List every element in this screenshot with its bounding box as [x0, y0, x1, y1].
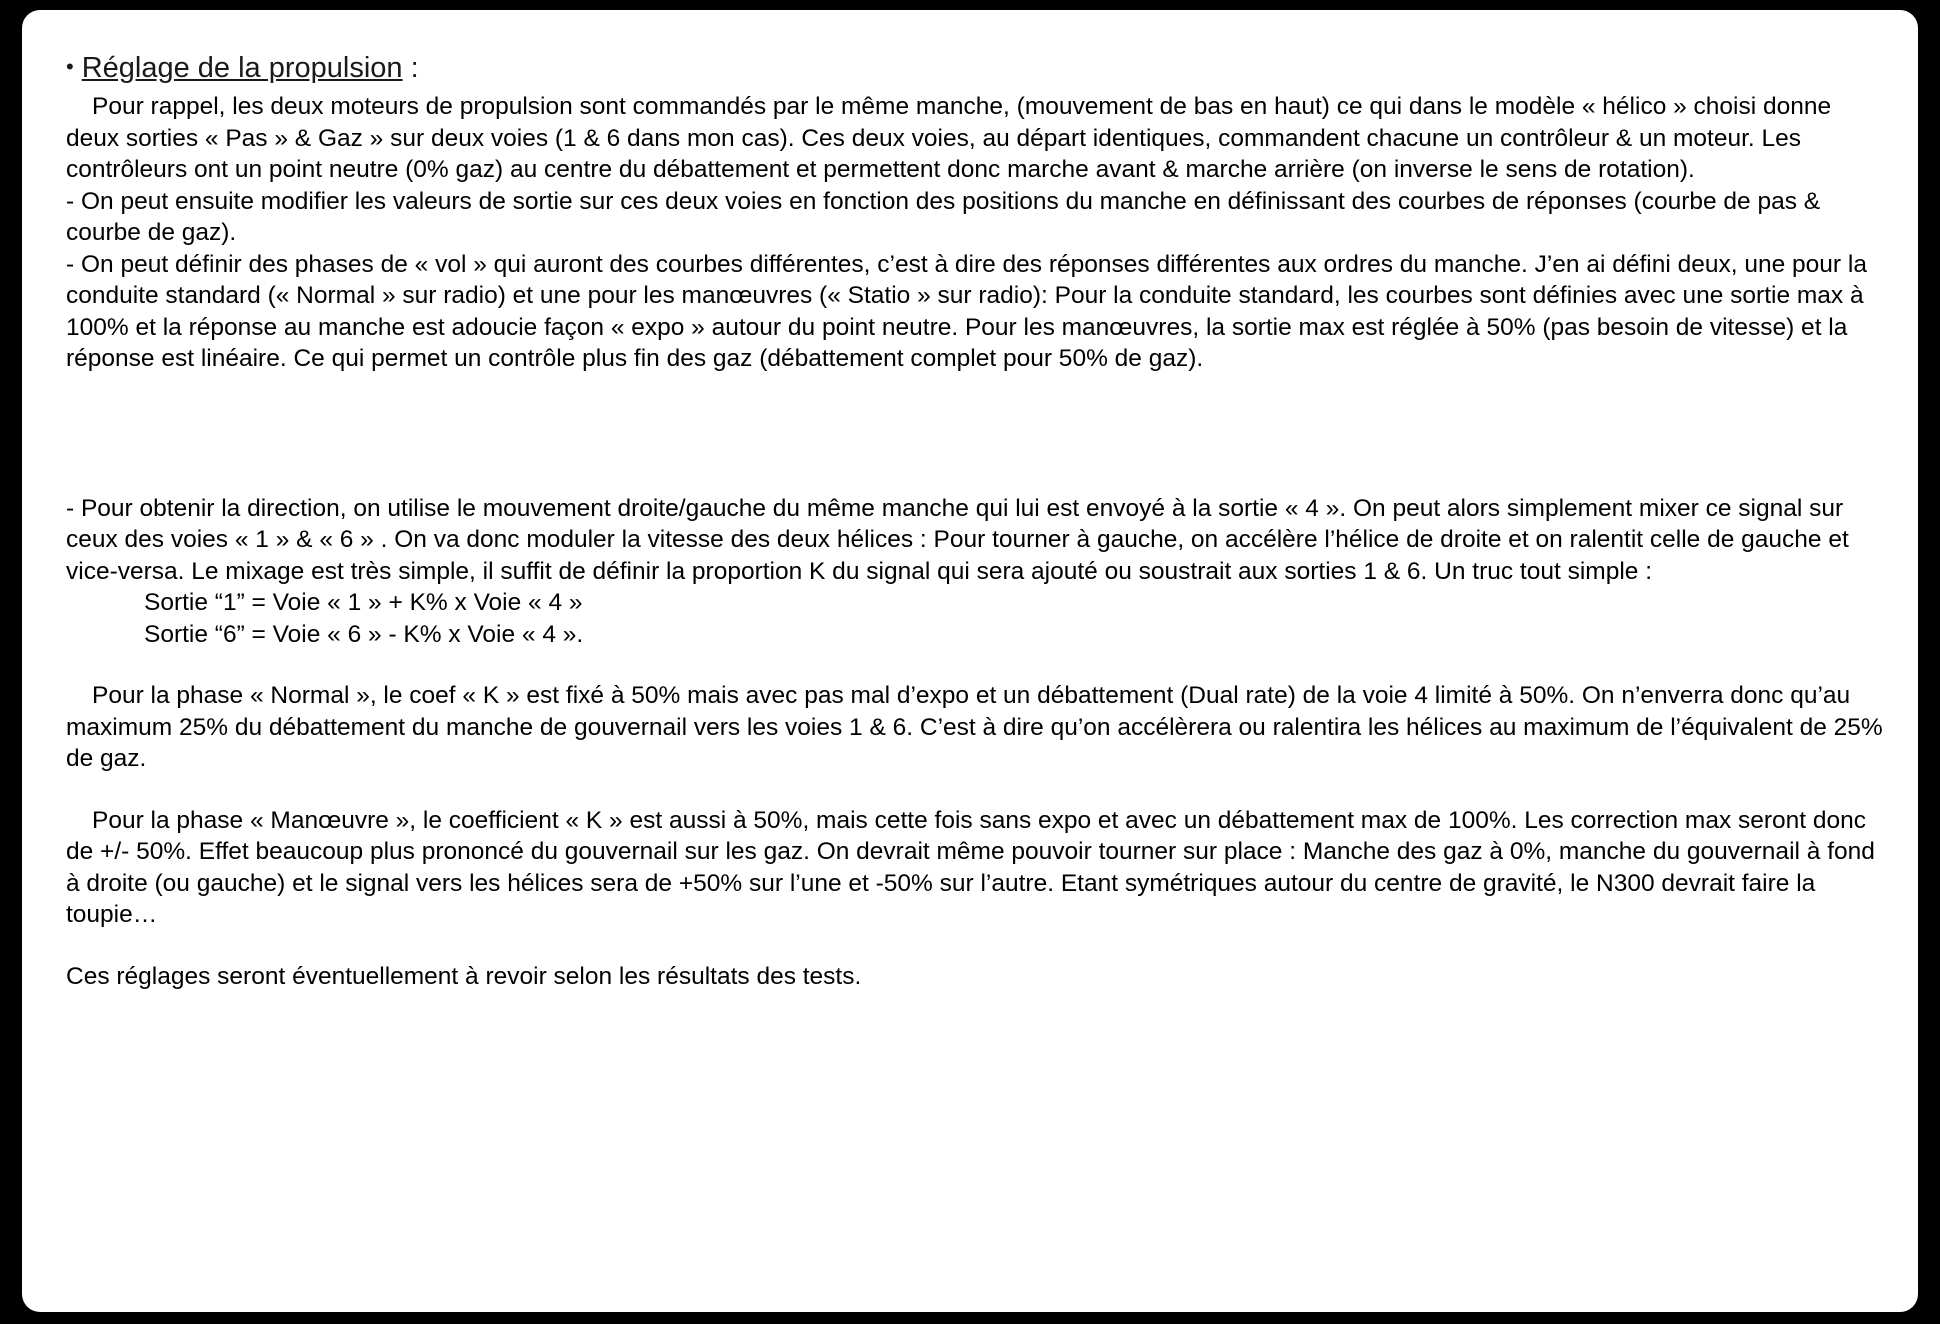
spacer-before-normal-phase	[66, 650, 1886, 680]
slide-page	[22, 10, 1918, 1312]
closing-note-paragraph: Ces réglages seront éventuellement à revoir selon les résultats des tests.	[66, 962, 862, 990]
output-curves-paragraph: - On peut ensuite modifier les valeurs de sortie sur ces deux voies en fonction des positions du manche en définissant des courbes de réponses (courbe de pas & courbe de gaz).	[66, 187, 1821, 246]
page-title-colon: :	[402, 52, 419, 84]
page-title	[66, 48, 1886, 87]
page-title-text: Réglage de la propulsion	[81, 52, 403, 84]
direction-mixing-paragraph: - Pour obtenir la direction, on utilise le mouvement droite/gauche du même manche qui lui est envoyé à la sortie « 4 ». On peut alors simplement mixer ce signal sur ceux des voies « 1 » & « 6 » . On va donc moduler la vitesse des deux hélices : Pour tourner à gauche, on accélère l’hélice de droite et on ralentit celle de gauche et vice-versa. Le mixage est très simple, il suffit de définir la proportion K du signal qui sera ajouté ou soustrait aux sorties 1 & 6. Un truc tout simple :	[66, 494, 1849, 585]
flight-phases-paragraph: - On peut définir des phases de « vol » qui auront des courbes différentes, c’est à dire des réponses différentes aux ordres du manche. J’en ai défini deux, une pour la conduite standard (« Normal » sur radio) et une pour les manœuvres (« Statio » sur radio): Pour la conduite standard, les courbes sont définies avec une sortie max à 100% et la réponse au manche est adoucie façon « expo » autour du point neutre. Pour les manœuvres, la sortie max est réglée à 50% (pas besoin de vitesse) et la réponse est linéaire. Ce qui permet un contrôle plus fin des gaz (débattement complet pour 50% de gaz).	[66, 250, 1867, 372]
slide-content	[66, 48, 1886, 992]
formula-output-1: Sortie “1” = Voie « 1 » + K% x Voie « 4 »	[144, 589, 583, 616]
formula-output-6: Sortie “6” = Voie « 6 » - K% x Voie « 4 ».	[144, 620, 584, 648]
spacer-block	[66, 375, 1886, 493]
spacer-before-manoeuvre-phase	[66, 775, 1886, 805]
bullet-dot-icon: •	[66, 54, 74, 79]
spacer-before-closing-note	[66, 931, 1886, 961]
normal-phase-paragraph: Pour la phase « Normal », le coef « K » est fixé à 50% mais avec pas mal d’expo et un débattement (Dual rate) de la voie 4 limité à 50%. On n’enverra donc qu’au maximum 25% du débattement du manche de gouvernail vers les voies 1 & 6. C’est à dire qu’on accélèrera ou ralentira les hélices au maximum de l’équivalent de 25% de gaz.	[66, 682, 1883, 772]
propulsion-intro-paragraph: Pour rappel, les deux moteurs de propulsion sont commandés par le même manche, (mouvement de bas en haut) ce qui dans le modèle « hélico » choisi donne deux sorties « Pas » & Gaz » sur deux voies (1 & 6 dans mon cas). Ces deux voies, au départ identiques, commandent chacune un contrôleur & un moteur. Les contrôleurs ont un point neutre (0% gaz) au centre du débattement et permettent donc marche avant & marche arrière (on inverse le sens de rotation).	[66, 93, 1832, 183]
manoeuvre-phase-paragraph: Pour la phase « Manœuvre », le coefficient « K » est aussi à 50%, mais cette fois sans expo et avec un débattement max de 100%. Les correction max seront donc de +/- 50%. Effet beaucoup plus prononcé du gouvernail sur les gaz. On devrait même pouvoir tourner sur place : Manche des gaz à 0%, manche du gouvernail à fond à droite (ou gauche) et le signal vers les hélices sera de +50% sur l’une et -50% sur l’autre. Etant symétriques autour du centre de gravité, le N300 devrait faire la toupie…	[66, 806, 1875, 928]
